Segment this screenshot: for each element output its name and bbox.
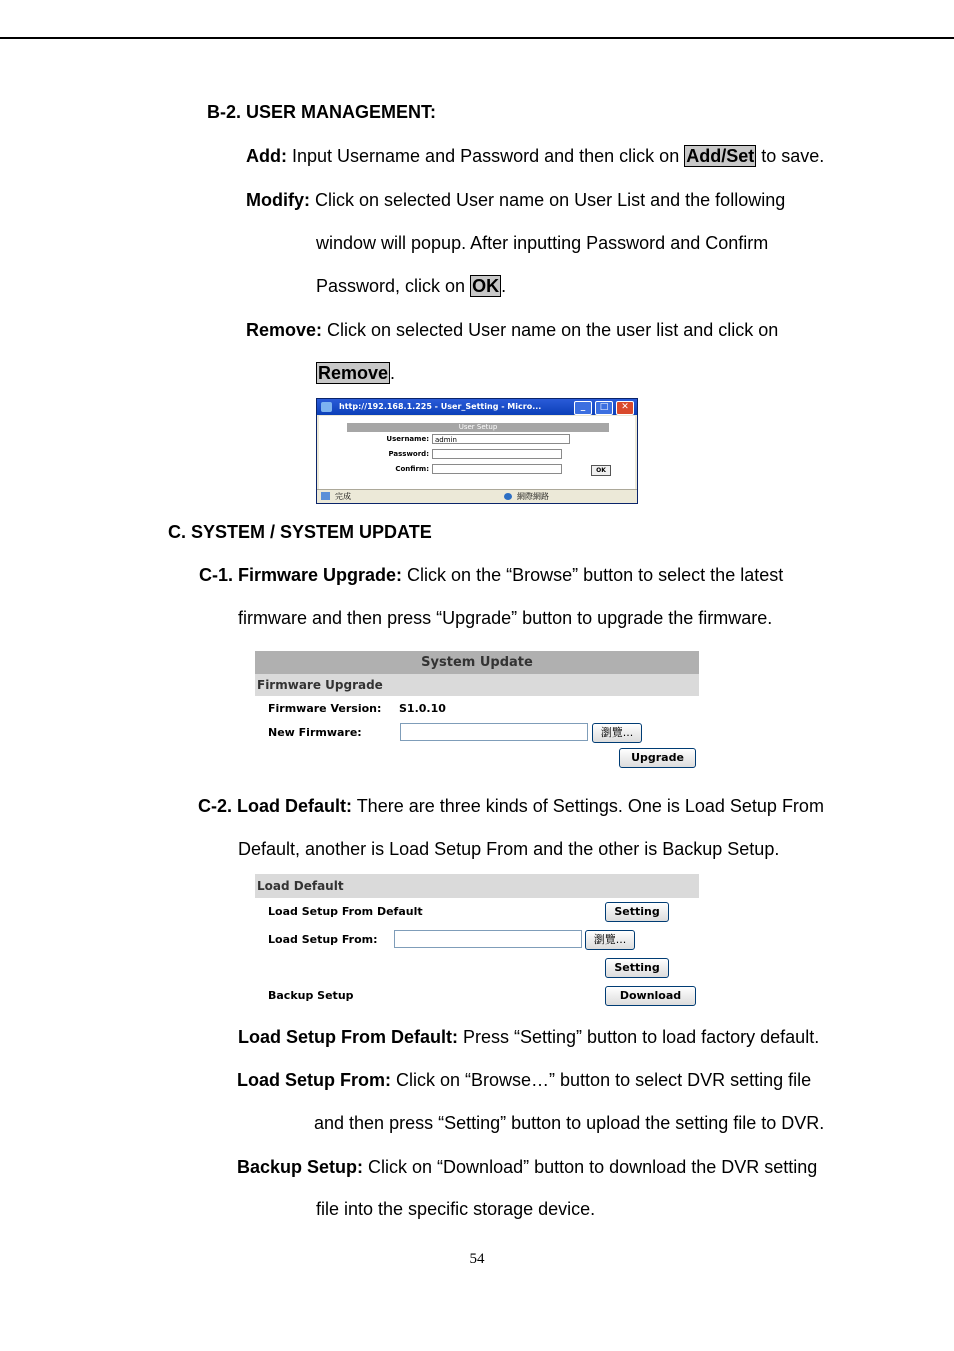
modify-tail: . <box>501 276 507 296</box>
ok-button-label: OK <box>472 276 500 296</box>
modify-label: Modify: <box>246 190 310 210</box>
remove-label: Remove: <box>246 320 323 340</box>
confirm-label: Confirm: <box>395 465 429 473</box>
load-setup-browse-button[interactable]: 瀏覽... <box>585 930 635 950</box>
username-input[interactable]: admin <box>432 434 570 444</box>
lsfd-paragraph <box>238 1026 819 1048</box>
username-label: Username: <box>386 435 429 443</box>
c2-line-1 <box>198 795 824 817</box>
add-label: Add: <box>246 146 287 166</box>
download-button[interactable]: Download <box>605 986 696 1006</box>
remove-line-1 <box>246 319 778 341</box>
load-setup-from-default-label: Load Setup From Default <box>268 905 423 918</box>
status-right-text: 網際網路 <box>517 492 549 501</box>
lsf-line-2: and then press “Setting” button to upload the setting file to DVR. <box>314 1113 825 1133</box>
modify-line-3 <box>316 275 506 297</box>
system-update-header: System Update <box>255 651 699 674</box>
popup-body <box>319 416 635 489</box>
c2-line-2: Default, another is Load Setup From and the other is Backup Setup. <box>238 839 780 859</box>
lsf-text-1: Click on “Browse…” button to select DVR setting file <box>391 1070 812 1090</box>
modify-line-2: window will popup. After inputting Password and Confirm <box>316 233 769 253</box>
password-label: Password: <box>388 450 429 458</box>
status-left-text: 完成 <box>335 492 351 501</box>
close-icon[interactable]: ✕ <box>616 401 634 415</box>
confirm-input[interactable] <box>432 464 562 474</box>
modify-text-3: Password, click on <box>316 276 471 296</box>
browse-button[interactable]: 瀏覽... <box>592 723 642 743</box>
new-firmware-label: New Firmware: <box>268 726 362 739</box>
minimize-icon[interactable]: _ <box>574 401 592 415</box>
remove-tail: . <box>390 363 396 383</box>
popup-statusbar <box>317 489 637 503</box>
popup-title: http://192.168.1.225 - User_Setting - Micro... <box>339 402 542 411</box>
backup-setup-label: Backup Setup <box>268 989 354 1002</box>
load-default-section: Load Default <box>255 874 699 898</box>
heading-user-management: B-2. USER MANAGEMENT: <box>207 102 437 122</box>
add-set-button-label: Add/Set <box>686 146 755 166</box>
load-default-setting-button[interactable]: Setting <box>605 902 669 922</box>
system-update-panel <box>255 651 699 771</box>
modify-line-1 <box>246 189 785 211</box>
heading-system-update: C. SYSTEM / SYSTEM UPDATE <box>168 522 432 542</box>
remove-text: Click on selected User name on the user list and click on <box>322 320 779 340</box>
load-default-panel <box>255 874 699 1010</box>
c1-line-1 <box>199 564 783 586</box>
user-setting-popup-window <box>316 398 638 504</box>
c2-text-1: There are three kinds of Settings. One is Load Setup From <box>352 796 824 816</box>
password-input[interactable] <box>432 449 562 459</box>
c1-line-2: firmware and then press “Upgrade” button to upgrade the firmware. <box>238 608 773 628</box>
user-setup-header: User Setup <box>347 423 609 432</box>
lsf-line-1 <box>237 1069 811 1091</box>
load-setup-from-label: Load Setup From: <box>268 933 378 946</box>
firmware-upgrade-section: Firmware Upgrade <box>255 674 699 696</box>
remove-button-label: Remove <box>318 363 389 383</box>
bs-text-1: Click on “Download” button to download the DVR setting <box>363 1157 818 1177</box>
c2-label: C-2. Load Default: <box>198 796 353 816</box>
page-done-icon <box>321 492 330 500</box>
lsfd-label: Load Setup From Default: <box>238 1027 458 1047</box>
bs-label: Backup Setup: <box>237 1157 364 1177</box>
firmware-version-value: S1.0.10 <box>399 702 446 715</box>
lsf-label: Load Setup From: <box>237 1070 391 1090</box>
top-rule <box>0 37 954 39</box>
modify-text-1: Click on selected User name on User List and the following <box>309 190 786 210</box>
maximize-icon[interactable]: □ <box>595 401 613 415</box>
add-paragraph <box>246 145 824 167</box>
upgrade-button[interactable]: Upgrade <box>619 748 696 768</box>
lsfd-text: Press “Setting” button to load factory default. <box>458 1027 820 1047</box>
new-firmware-input[interactable] <box>400 723 588 741</box>
page-number: 54 <box>469 1251 485 1267</box>
bs-line-2: file into the specific storage device. <box>316 1199 596 1219</box>
firmware-version-label: Firmware Version: <box>268 702 382 715</box>
bs-line-1 <box>237 1156 817 1178</box>
load-setup-setting-button[interactable]: Setting <box>605 958 669 978</box>
load-setup-from-input[interactable] <box>394 930 582 948</box>
add-text: Input Username and Password and then click on <box>286 146 685 166</box>
add-tail: to save. <box>756 146 825 166</box>
c1-text-1: Click on the “Browse” button to select the latest <box>402 565 784 585</box>
popup-titlebar <box>317 399 637 415</box>
c1-label: C-1. Firmware Upgrade: <box>199 565 403 585</box>
internet-zone-icon <box>504 493 512 500</box>
remove-line-2 <box>316 362 395 384</box>
popup-ok-button[interactable]: OK <box>591 465 611 476</box>
browser-icon <box>321 402 332 412</box>
